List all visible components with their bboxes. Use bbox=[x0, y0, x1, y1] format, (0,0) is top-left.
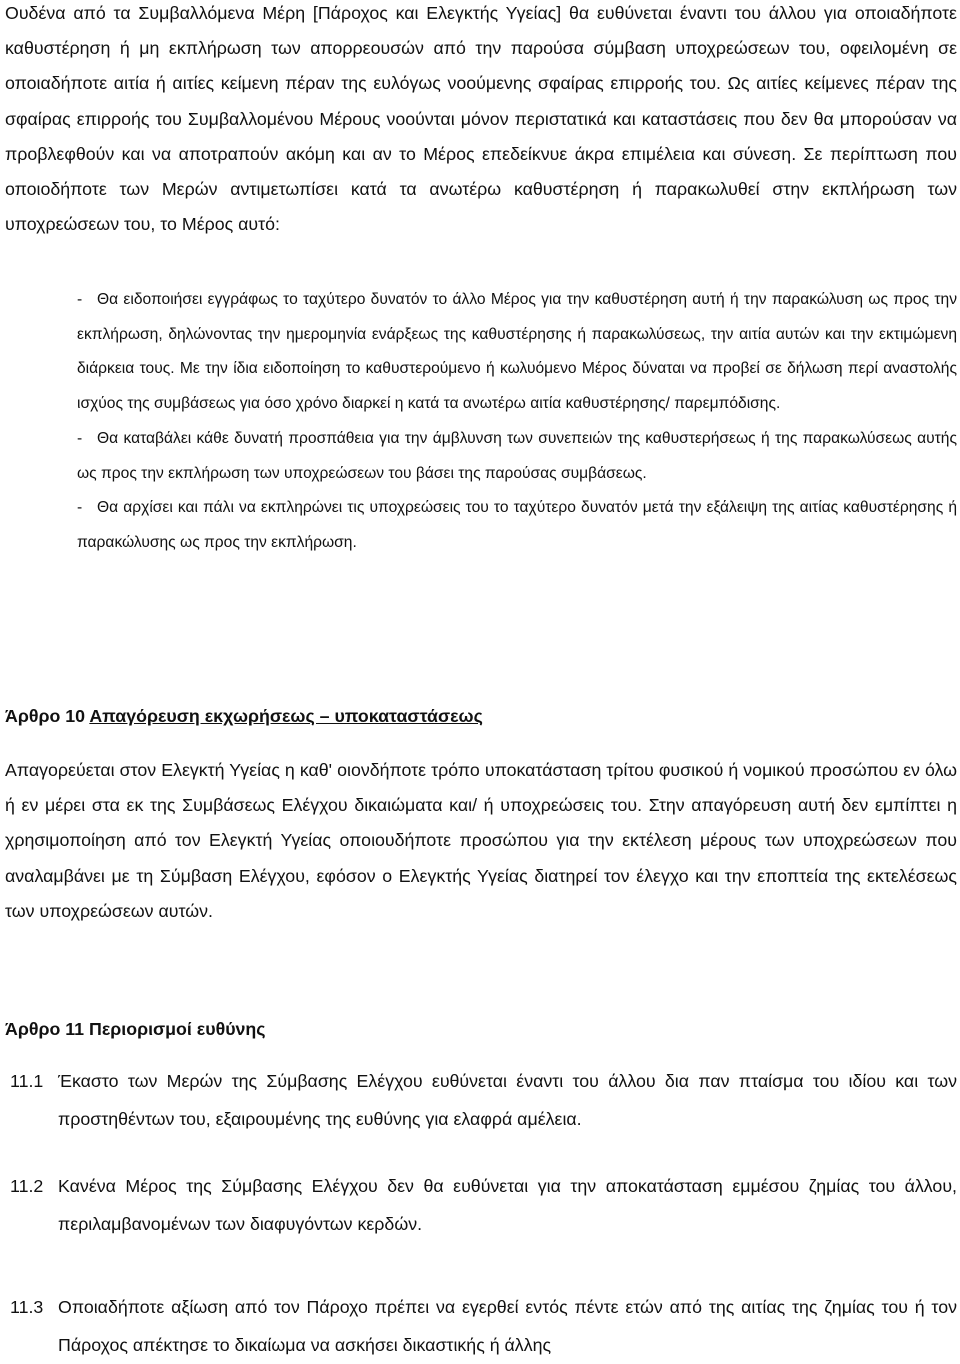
list-item-text: Θα ειδοποιήσει εγγράφως το ταχύτερο δυνατόν το άλλο Μέρος για την καθυστέρηση αυτή ή την παρακώλυση ως προς την εκπλήρωση, δηλώνοντας την ημερομηνία ενάρξεως της καθυστέρησης ή παρακωλύσεως, την αιτία αυτών και την εκτιμώμενη διάρκεια τους. Με την ίδια ειδοποίηση το καθυστερούμενο ή κωλυόμενο Μέρος δύναται να προβεί σε δήλωση περί αναστολής ισχύος της συμβάσεως για όσο χρόνο διαρκεί η κατά τα ανωτέρω αιτία καθυστέρησης/ παρεμπόδισης. bbox=[77, 291, 957, 413]
article-10-heading-prefix: Άρθρο 10 bbox=[5, 706, 90, 726]
clause-number: 11.1 bbox=[10, 1071, 44, 1091]
list-item bbox=[77, 283, 957, 422]
clause-text: Έκαστο των Μερών της Σύμβασης Ελέγχου ευθύνεται έναντι του άλλου δια παν πταίσμα του ιδίου και των προστηθέντων του, εξαιρουμένης της ευθύνης για ελαφρά αμέλεια. bbox=[58, 1071, 957, 1129]
obligations-list bbox=[77, 283, 957, 561]
clause-item bbox=[5, 1289, 957, 1364]
clause-text: Κανένα Μέρος της Σύμβασης Ελέγχου δεν θα ευθύνεται για την αποκατάσταση εμμέσου ζημίας του άλλου, περιλαμβανομένων των διαφυγόντων κερδών. bbox=[58, 1176, 957, 1234]
list-dash: - bbox=[77, 499, 83, 517]
article-11-heading: Άρθρο 11 Περιορισμοί ευθύνης bbox=[5, 1019, 266, 1039]
list-item-text: Θα καταβάλει κάθε δυνατή προσπάθεια για την άμβλυνση των συνεπειών της καθυστερήσεως ή της παρακωλύσεως αυτής ως προς την εκπλήρωση των υποχρεώσεων του βάσει της παρούσας συμβάσεως. bbox=[77, 429, 957, 482]
article-10-paragraph: Απαγορεύεται στον Ελεγκτή Υγείας η καθ' οιονδήποτε τρόπο υποκατάσταση τρίτου φυσικού ή νομικού προσώπου εν όλω ή εν μέρει στα εκ της Συμβάσεως Ελέγχου δικαιώματα και/ ή υποχρεώσεις του. Στην απαγόρευση αυτή δεν εμπίπτει η χρησιμοποίηση από τον Ελεγκτή Υγείας οποιουδήποτε προσώπου για την εκτέλεση μέρους των υποχρεώσεων που αναλαμβάνει με τη Σύμβαση Ελέγχου, εφόσον ο Ελεγκτής Υγείας διατηρεί τον έλεγχο και την εποπτεία της εκτελέσεως των υποχρεώσεων αυτών. bbox=[5, 760, 957, 921]
clause-number: 11.2 bbox=[10, 1176, 44, 1196]
clause-number: 11.3 bbox=[10, 1297, 44, 1317]
clause-text: Οποιαδήποτε αξίωση από τον Πάροχο πρέπει να εγερθεί εντός πέντε ετών από της αιτίας της ζημίας του ή τον Πάροχος απέκτησε το δικαίωμα να ασκήσει δικαστικής ή άλλης bbox=[58, 1297, 957, 1355]
clause-item bbox=[5, 1063, 957, 1138]
article-10-heading bbox=[5, 704, 483, 728]
article-10-heading-title: Απαγόρευση εκχωρήσεως – υποκαταστάσεως bbox=[89, 706, 483, 726]
list-dash: - bbox=[77, 429, 83, 447]
clause-item bbox=[5, 1168, 957, 1243]
list-item bbox=[77, 491, 957, 560]
list-dash: - bbox=[77, 291, 83, 308]
force-majeure-paragraph: Ουδένα από τα Συμβαλλόμενα Μέρη [Πάροχος και Ελεγκτής Υγείας] θα ευθύνεται έναντι του άλλου για οποιαδήποτε καθυστέρηση ή μη εκπλήρωση των απορρεουσών από την παρούσα σύμβαση υποχρεώσεων του, οφειλομένη σε οποιαδήποτε αιτία ή αιτίες κείμενη πέραν της ευλόγως νοούμενης σφαίρας επιρροής του. Ως αιτίες κείμενες πέραν της σφαίρας επιρροής του Συμβαλλομένου Μέρους νοούνται μόνον περιστατικά και καταστάσεις που δεν θα μπορούσαν να προβλεφθούν και να αποτραπούν ακόμη και αν το Μέρος επεδείκνυε άκρα επιμέλεια και σύνεση. Σε περίπτωση που οποιοδήποτε των Μερών αντιμετωπίσει κατά τα ανωτέρω καθυστέρηση ή παρακωλυθεί στην εκπλήρωση των υποχρεώσεων του, το Μέρος αυτό: bbox=[5, 3, 957, 235]
list-item-text: Θα αρχίσει και πάλι να εκπληρώνει τις υποχρεώσεις του το ταχύτερο δυνατόν μετά την εξάλειψη της αιτίας καθυστέρησης ή παρακώλυσης ως προς την εκπλήρωση. bbox=[77, 499, 957, 551]
list-item bbox=[77, 422, 957, 491]
